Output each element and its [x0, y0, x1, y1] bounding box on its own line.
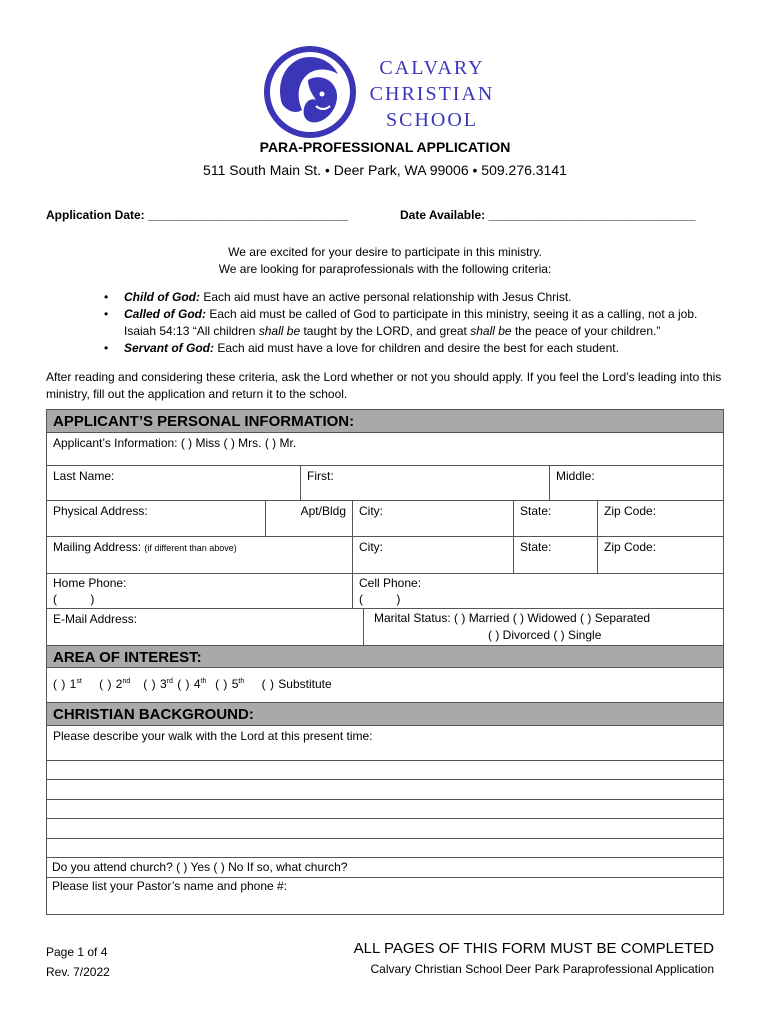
home-phone-field[interactable]	[46, 573, 353, 609]
criteria-item	[90, 306, 730, 340]
last-name-field[interactable]	[46, 465, 301, 501]
ordinal-suffix: th	[238, 678, 245, 685]
page-title: PARA-PROFESSIONAL APPLICATION	[259, 139, 511, 155]
school-name-line1: CALVARY	[379, 57, 485, 79]
state-label: State:	[520, 504, 552, 518]
interest-option-5[interactable]	[215, 677, 244, 691]
interest-option-3[interactable]	[143, 677, 173, 691]
lion-logo-icon	[262, 44, 358, 140]
date-available-field[interactable]: Date Available: _______________________________	[400, 208, 696, 222]
apt-bldg-field[interactable]	[265, 500, 353, 537]
criteria-item	[90, 289, 730, 306]
first-name-label: First:	[307, 469, 334, 483]
school-name-line3: SCHOOL	[385, 109, 478, 131]
interest-option-1[interactable]	[53, 677, 82, 691]
verse-text: taught by the LORD, and great	[300, 324, 471, 338]
zip-code-label: Zip Code:	[604, 504, 657, 518]
footer-page-info	[46, 942, 110, 982]
interest-option-label: ( ) 5	[215, 677, 239, 691]
zip-code-field[interactable]	[597, 500, 724, 537]
answer-line[interactable]	[46, 779, 724, 780]
city-label: City:	[359, 504, 383, 518]
criteria-term: Child of God:	[124, 290, 200, 304]
email-field[interactable]	[46, 608, 364, 646]
cell-phone-field[interactable]	[352, 573, 724, 609]
middle-name-label: Middle:	[556, 469, 595, 483]
apt-bldg-label: Apt/Bldg	[300, 504, 346, 518]
physical-address-field[interactable]	[46, 500, 266, 537]
verse-text: Isaiah 54:13 “All children	[124, 324, 259, 338]
city-label: City:	[359, 540, 383, 554]
intro-line-2: We are looking for paraprofessionals with the following criteria:	[218, 262, 552, 276]
completion-notice: ALL PAGES OF THIS FORM MUST BE COMPLETED	[353, 940, 714, 957]
email-label: E-Mail Address:	[53, 612, 138, 626]
christian-background-header: CHRISTIAN BACKGROUND:	[46, 702, 724, 726]
criteria-list	[90, 289, 730, 357]
interest-option-label: ( ) 2	[99, 677, 123, 691]
pastor-info-question[interactable]: Please list your Pastor’s name and phone #:	[52, 879, 288, 893]
ordinal-suffix: th	[200, 678, 207, 685]
interest-option-label: ( ) 3	[143, 677, 167, 691]
home-phone-area-code[interactable]: ( )	[53, 592, 95, 606]
intro-line-1: We are excited for your desire to participate in this ministry.	[228, 245, 542, 259]
application-date-field[interactable]: Application Date: ______________________________	[46, 208, 349, 222]
applicant-title-field[interactable]	[46, 432, 724, 466]
attend-church-question[interactable]: Do you attend church? ( ) Yes ( ) No If so, what church?	[52, 860, 348, 874]
ordinal-suffix: rd	[166, 678, 173, 685]
answer-line[interactable]	[46, 838, 724, 839]
school-name-line2: CHRISTIAN	[369, 83, 495, 105]
criteria-text: Each aid must be called of God to participate in this ministry, seeing it as a calling, not a job.	[206, 307, 698, 321]
answer-line[interactable]	[46, 799, 724, 800]
answer-line[interactable]	[46, 877, 724, 878]
answer-line[interactable]	[46, 760, 724, 761]
mailing-address-field[interactable]	[46, 536, 353, 574]
first-name-field[interactable]	[300, 465, 550, 501]
personal-info-header: APPLICANT’S PERSONAL INFORMATION:	[46, 409, 724, 433]
revision-date: Rev. 7/2022	[46, 965, 110, 979]
interest-option-substitute[interactable]: ( ) Substitute	[261, 677, 332, 691]
mailing-city-field[interactable]	[352, 536, 514, 574]
middle-name-field[interactable]	[549, 465, 724, 501]
zip-code-label: Zip Code:	[604, 540, 657, 554]
criteria-term: Servant of God:	[124, 341, 215, 355]
marital-status-field[interactable]	[363, 608, 724, 646]
state-label: State:	[520, 540, 552, 554]
interest-option-2[interactable]	[99, 677, 130, 691]
mailing-address-note: (if different than above)	[144, 543, 237, 553]
ordinal-suffix: st	[76, 678, 82, 685]
mailing-zip-field[interactable]	[597, 536, 724, 574]
home-phone-label: Home Phone:	[53, 576, 127, 590]
answer-line[interactable]	[46, 857, 724, 858]
state-field[interactable]	[513, 500, 598, 537]
form-name: Calvary Christian School Deer Park Paraprofessional Application	[370, 962, 714, 976]
verse-emphasis: shall be	[470, 324, 512, 338]
applicant-title-options[interactable]: Applicant’s Information: ( ) Miss ( ) Mrs. ( ) Mr.	[53, 436, 297, 450]
interest-option-4[interactable]	[177, 677, 206, 691]
criteria-term: Called of God:	[124, 307, 206, 321]
criteria-text: Each aid must have a love for children and desire the best for each student.	[214, 341, 619, 355]
verse-emphasis: shall be	[258, 324, 301, 338]
city-field[interactable]	[352, 500, 514, 537]
instructions-paragraph: After reading and considering these criteria, ask the Lord whether or not you should apply. If you feel the Lord’s leading into this ministry, fill out the application and return it to the school.	[46, 370, 722, 401]
cell-phone-label: Cell Phone:	[359, 576, 422, 590]
answer-line[interactable]	[46, 818, 724, 819]
last-name-label: Last Name:	[53, 469, 115, 483]
interest-option-label: ( ) 1	[53, 677, 77, 691]
marital-status-options[interactable]: Marital Status: ( ) Married ( ) Widowed ( ) Separated	[374, 611, 651, 625]
cell-phone-area-code[interactable]: ( )	[359, 592, 401, 606]
area-of-interest-field[interactable]	[46, 667, 724, 703]
school-address: 511 South Main St. • Deer Park, WA 99006 • 509.276.3141	[203, 162, 567, 178]
page-number: Page 1 of 4	[46, 945, 108, 959]
mailing-state-field[interactable]	[513, 536, 598, 574]
criteria-text: Each aid must have an active personal relationship with Jesus Christ.	[199, 290, 572, 304]
criteria-item	[90, 340, 730, 357]
interest-option-label: ( ) 4	[177, 677, 201, 691]
mailing-address-label: Mailing Address:	[53, 540, 142, 554]
physical-address-label: Physical Address:	[53, 504, 148, 518]
marital-status-options-2[interactable]: ( ) Divorced ( ) Single	[488, 628, 602, 642]
verse-text: the peace of your children.”	[511, 324, 661, 338]
walk-with-lord-label: Please describe your walk with the Lord at this present time:	[53, 729, 373, 743]
area-of-interest-header: AREA OF INTEREST:	[46, 645, 724, 668]
ordinal-suffix: nd	[122, 678, 131, 685]
